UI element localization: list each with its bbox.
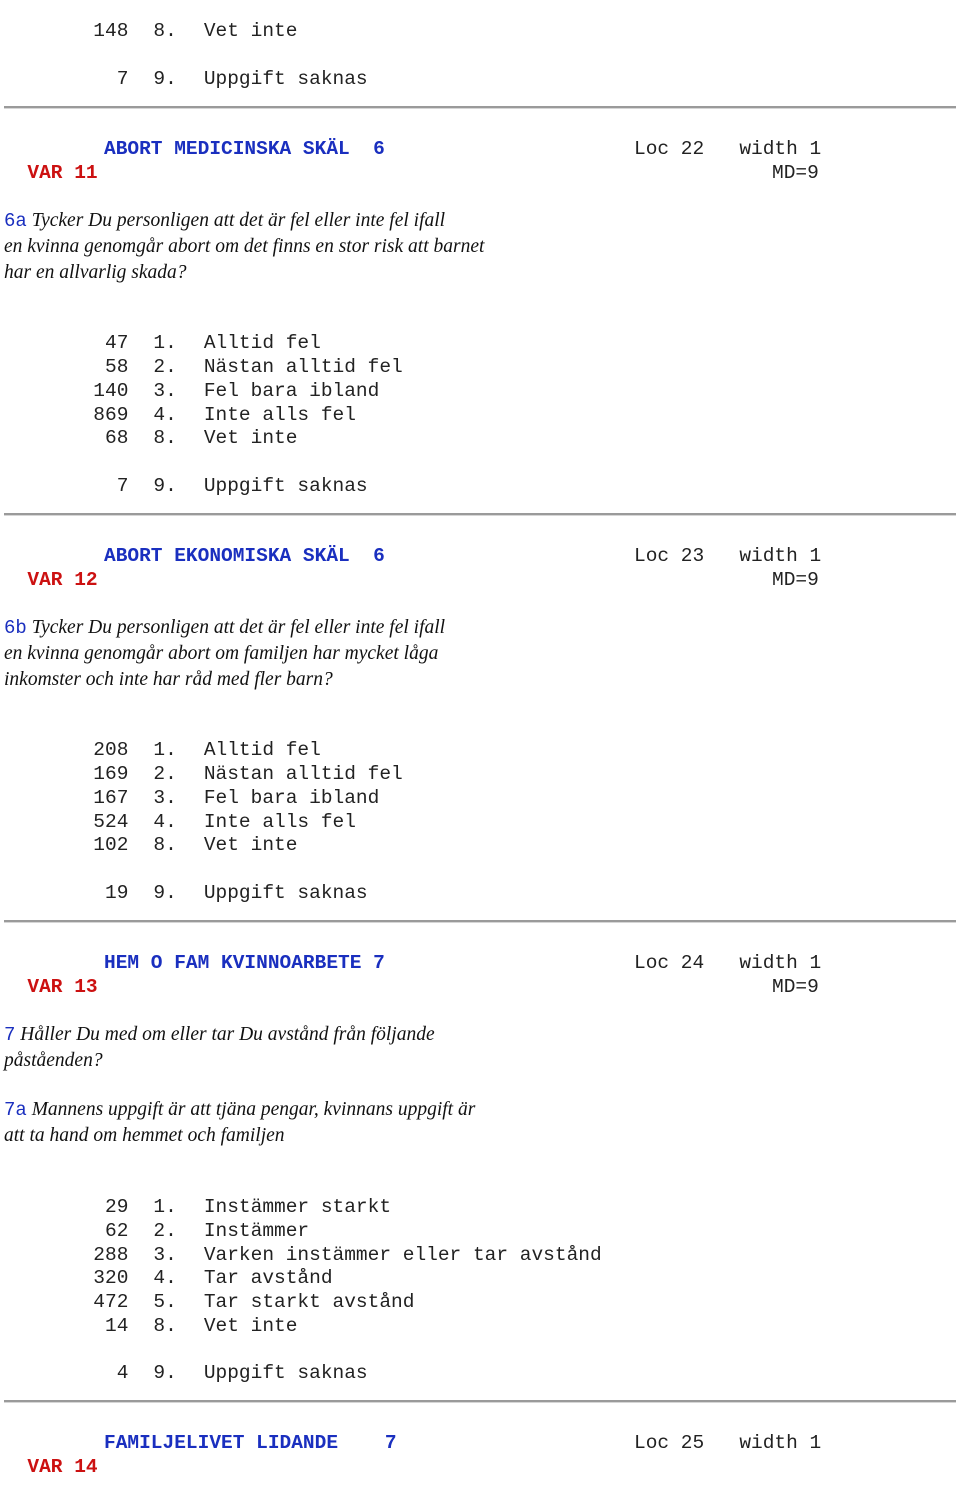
missing-data-code: MD=9 [772, 976, 819, 998]
section-divider [4, 1400, 956, 1402]
freq-row: 524 4. Inte alls fel [93, 811, 356, 833]
variable-label: VAR 14 [27, 1456, 98, 1478]
question-text: 6a Tycker Du personligen att det är fel eller inte fel ifall en kvinna genomgår abort om det finns en stor risk att barnet har en allvarlig skada? [4, 210, 485, 283]
variable-label: VAR 12 [27, 569, 98, 591]
variable-name: HEM O FAM KVINNOARBETE 7 [104, 952, 385, 974]
missing-data-code: MD=9 [772, 569, 819, 591]
freq-row: 58 2. Nästan alltid fel [105, 356, 403, 378]
section-divider [4, 513, 956, 515]
freq-row: 68 8. Vet inte [105, 427, 298, 449]
question-text: 7 Håller Du med om eller tar Du avstånd från följande påståenden? [4, 1024, 435, 1071]
freq-row: 7 9. Uppgift saknas [116, 68, 368, 90]
freq-row: 148 8. Vet inte [93, 20, 298, 42]
freq-row: 869 4. Inte alls fel [93, 404, 356, 426]
variable-location: Loc 25 width 1 [634, 1432, 822, 1454]
freq-row: 62 2. Instämmer [105, 1220, 310, 1242]
freq-row: 140 3. Fel bara ibland [93, 380, 380, 402]
section-divider [4, 920, 956, 922]
question-text: 6b Tycker Du personligen att det är fel eller inte fel ifall en kvinna genomgår abort om familjen har mycket låga inkomster och inte har råd med fler barn? [4, 617, 446, 690]
freq-row: 472 5. Tar starkt avstånd [93, 1291, 415, 1313]
freq-row: 320 4. Tar avstånd [93, 1267, 333, 1289]
variable-label: VAR 13 [27, 976, 98, 998]
freq-row: 167 3. Fel bara ibland [93, 787, 380, 809]
variable-name: FAMILJELIVET LIDANDE 7 [104, 1432, 397, 1454]
freq-row: 4 9. Uppgift saknas [116, 1362, 368, 1384]
variable-name: ABORT EKONOMISKA SKÄL 6 [104, 545, 385, 567]
freq-row: 169 2. Nästan alltid fel [93, 763, 403, 785]
freq-row: 208 1. Alltid fel [93, 739, 321, 761]
variable-location: Loc 23 width 1 [634, 545, 822, 567]
freq-row: 29 1. Instämmer starkt [105, 1196, 392, 1218]
question-number: 7 [4, 1024, 16, 1046]
question-number: 7a [4, 1099, 27, 1121]
freq-row: 19 9. Uppgift saknas [105, 882, 368, 904]
freq-row: 47 1. Alltid fel [105, 332, 321, 354]
freq-row: 288 3. Varken instämmer eller tar avstånd [93, 1244, 602, 1266]
sub-question-text: 7a Mannens uppgift är att tjäna pengar, kvinnans uppgift är att ta hand om hemmet och familjen [4, 1099, 476, 1146]
question-number: 6b [4, 617, 27, 639]
question-number: 6a [4, 210, 27, 232]
variable-location: Loc 24 width 1 [634, 952, 822, 974]
variable-label: VAR 11 [27, 162, 98, 184]
freq-row: 14 8. Vet inte [105, 1315, 298, 1337]
variable-name: ABORT MEDICINSKA SKÄL 6 [104, 138, 385, 160]
missing-data-code: MD=9 [772, 162, 819, 184]
variable-location: Loc 22 width 1 [634, 138, 822, 160]
freq-row: 102 8. Vet inte [93, 834, 298, 856]
freq-row: 7 9. Uppgift saknas [116, 475, 368, 497]
section-divider [4, 106, 956, 108]
